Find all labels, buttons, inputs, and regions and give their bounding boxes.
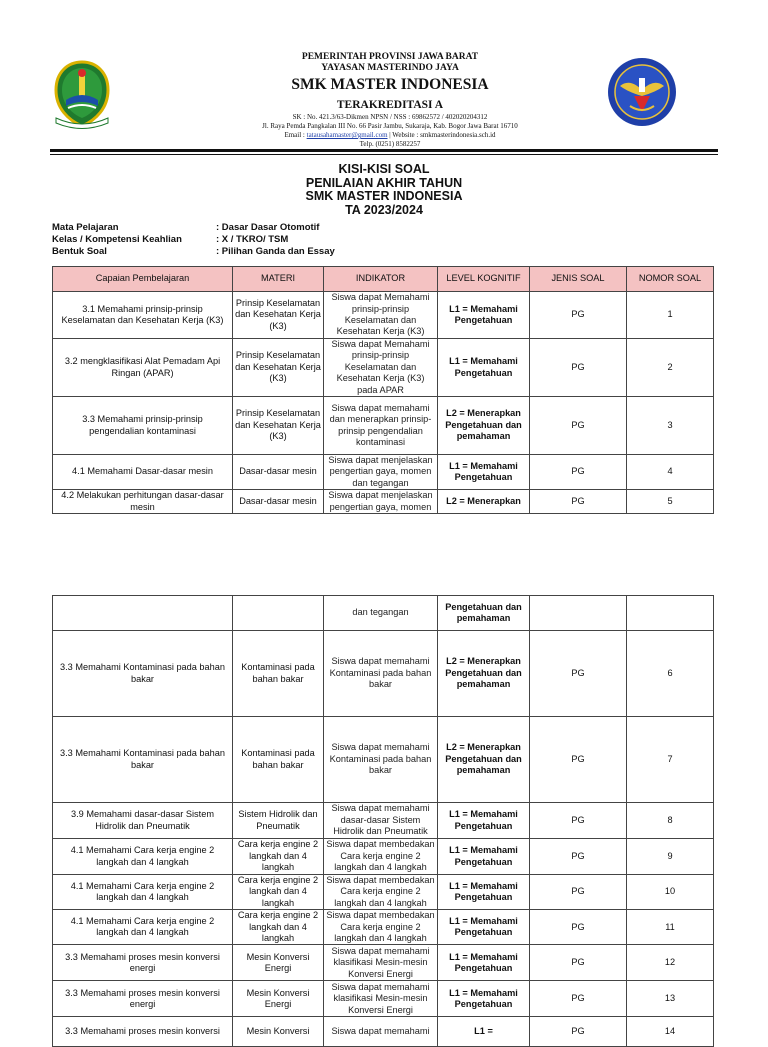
cell-level: L1 = Memahami Pengetahuan: [438, 292, 530, 339]
title-line-3: SMK MASTER INDONESIA: [305, 189, 463, 203]
header-level: LEVEL KOGNITIF: [438, 267, 530, 292]
cell-jenis: PG: [530, 1017, 627, 1047]
cell-level: L1 = Memahami Pengetahuan: [438, 910, 530, 945]
phone-line: Telp. (0251) 8582257: [359, 140, 421, 148]
cell-nomor: 1: [627, 292, 714, 339]
cell-indikator: dan tegangan: [324, 596, 438, 631]
table-row: [53, 803, 714, 839]
cell-materi: Cara kerja engine 2 langkah dan 4 langkah: [233, 839, 324, 875]
cell-indikator: Siswa dapat memahami Kontaminasi pada bahan bakar: [324, 631, 438, 717]
cell-indikator: Siswa dapat Memahami prinsip-prinsip Keselamatan dan Kesehatan Kerja (K3): [324, 292, 438, 339]
cell-jenis: PG: [530, 292, 627, 339]
cell-jenis: PG: [530, 839, 627, 875]
table-row: [53, 339, 714, 397]
kisi-kisi-table: [52, 266, 714, 514]
cell-materi: Kontaminasi pada bahan bakar: [233, 631, 324, 717]
cell-indikator: Siswa dapat memahami klasifikasi Mesin-mesin Konversi Energi: [324, 945, 438, 981]
cell-capaian: 3.9 Memahami dasar-dasar Sistem Hidrolik dan Pneumatik: [53, 803, 233, 839]
cell-nomor: 11: [627, 910, 714, 945]
email-link[interactable]: tatausahamaster@gmail.com: [306, 131, 388, 139]
cell-nomor: 14: [627, 1017, 714, 1047]
cell-capaian: 3.3 Memahami proses mesin konversi energi: [53, 945, 233, 981]
cell-jenis: PG: [530, 490, 627, 514]
title-line-1: KISI-KISI SOAL: [338, 162, 430, 176]
title-line-2: PENILAIAN AKHIR TAHUN: [305, 175, 463, 190]
cell-indikator: Siswa dapat Memahami prinsip-prinsip Keselamatan dan Kesehatan Kerja (K3) pada APAR: [324, 339, 438, 397]
table-row: [53, 455, 714, 490]
cell-nomor: 4: [627, 455, 714, 490]
exam-meta: [52, 222, 335, 258]
cell-jenis: PG: [530, 455, 627, 490]
cell-nomor: 2: [627, 339, 714, 397]
cell-jenis: PG: [530, 717, 627, 803]
cell-nomor: 13: [627, 981, 714, 1017]
header-rule-thick: [50, 149, 718, 152]
header-materi: MATERI: [233, 267, 324, 292]
cell-level: L1 = Memahami Pengetahuan: [438, 981, 530, 1017]
west-java-emblem-logo: [50, 60, 114, 130]
header-nomor-soal: NOMOR SOAL: [627, 267, 714, 292]
cell-level: L1 = Memahami Pengetahuan: [438, 339, 530, 397]
contact-line: [150, 131, 630, 140]
table-row: [53, 490, 714, 514]
cell-capaian: 3.3 Memahami Kontaminasi pada bahan bakar: [53, 717, 233, 803]
meta-value: : X / TKRO/ TSM: [216, 234, 289, 245]
cell-materi: Prinsip Keselamatan dan Kesehatan Kerja (K3): [233, 339, 324, 397]
cell-nomor: 6: [627, 631, 714, 717]
cell-capaian: 3.3 Memahami Kontaminasi pada bahan bakar: [53, 631, 233, 717]
header-capaian: Capaian Pembelajaran: [53, 267, 233, 292]
table-row: [53, 910, 714, 945]
cell-materi: Cara kerja engine 2 langkah dan 4 langkah: [233, 875, 324, 910]
cell-level: L2 = Menerapkan Pengetahuan dan pemahaman: [438, 397, 530, 455]
school-name: SMK MASTER INDONESIA: [291, 76, 489, 93]
cell-materi: Sistem Hidrolik dan Pneumatik: [233, 803, 324, 839]
header-indikator: INDIKATOR: [324, 267, 438, 292]
website-text: | Website : smkmasterindonesia.sch.id: [387, 131, 496, 139]
cell-jenis: PG: [530, 910, 627, 945]
cell-jenis: PG: [530, 803, 627, 839]
table-row: [53, 397, 714, 455]
cell-level: L1 = Memahami Pengetahuan: [438, 455, 530, 490]
cell-jenis: PG: [530, 875, 627, 910]
table-header-row: [53, 267, 714, 292]
cell-capaian: 3.2 mengklasifikasi Alat Pemadam Api Ringan (APAR): [53, 339, 233, 397]
accreditation: TERAKREDITASI A: [336, 99, 444, 111]
cell-level: L1 = Memahami Pengetahuan: [438, 803, 530, 839]
cell-indikator: Siswa dapat menjelaskan pengertian gaya, momen: [324, 490, 438, 514]
meta-row: [52, 222, 335, 234]
cell-level: L1 = Memahami Pengetahuan: [438, 875, 530, 910]
cell-materi: Mesin Konversi Energi: [233, 981, 324, 1017]
cell-capaian: 3.3 Memahami prinsip-prinsip pengendalian kontaminasi: [53, 397, 233, 455]
cell-nomor: 8: [627, 803, 714, 839]
letterhead-text: [150, 52, 630, 149]
cell-nomor: 7: [627, 717, 714, 803]
cell-materi: Dasar-dasar mesin: [233, 455, 324, 490]
cell-nomor: 10: [627, 875, 714, 910]
cell-indikator: Siswa dapat memahami Kontaminasi pada bahan bakar: [324, 717, 438, 803]
cell-materi: Prinsip Keselamatan dan Kesehatan Kerja (K3): [233, 397, 324, 455]
cell-nomor: 12: [627, 945, 714, 981]
table-row: [53, 981, 714, 1017]
meta-value: : Dasar Dasar Otomotif: [216, 222, 320, 233]
cell-capaian: 4.1 Memahami Cara kerja engine 2 langkah dan 4 langkah: [53, 910, 233, 945]
kisi-kisi-table-continued: [52, 595, 714, 1047]
table-row: [53, 1017, 714, 1047]
sk-line: SK : No. 421.3/63-Dikmen NPSN / NSS : 69862572 / 402020204312: [292, 113, 488, 121]
cell-indikator: Siswa dapat membedakan Cara kerja engine 2 langkah dan 4 langkah: [324, 875, 438, 910]
cell-nomor: [627, 596, 714, 631]
table-row: [53, 717, 714, 803]
cell-capaian: 3.3 Memahami proses mesin konversi energi: [53, 981, 233, 1017]
cell-jenis: PG: [530, 945, 627, 981]
document-title: [0, 163, 768, 217]
cell-capaian: 3.1 Memahami prinsip-prinsip Keselamatan dan Kesehatan Kerja (K3): [53, 292, 233, 339]
cell-capaian: [53, 596, 233, 631]
cell-level: L1 = Memahami Pengetahuan: [438, 945, 530, 981]
cell-jenis: PG: [530, 631, 627, 717]
meta-value: : Pilihan Ganda dan Essay: [216, 246, 335, 257]
email-label: Email :: [284, 131, 307, 139]
cell-nomor: 9: [627, 839, 714, 875]
cell-materi: Cara kerja engine 2 langkah dan 4 langkah: [233, 910, 324, 945]
cell-capaian: 4.1 Memahami Cara kerja engine 2 langkah dan 4 langkah: [53, 839, 233, 875]
title-line-4: TA 2023/2024: [345, 202, 423, 217]
cell-level: L1 = Memahami Pengetahuan: [438, 839, 530, 875]
cell-jenis: PG: [530, 981, 627, 1017]
cell-materi: Dasar-dasar mesin: [233, 490, 324, 514]
cell-indikator: Siswa dapat memahami klasifikasi Mesin-mesin Konversi Energi: [324, 981, 438, 1017]
cell-indikator: Siswa dapat menjelaskan pengertian gaya, momen dan tegangan: [324, 455, 438, 490]
table-row: [53, 292, 714, 339]
cell-capaian: 4.1 Memahami Dasar-dasar mesin: [53, 455, 233, 490]
cell-nomor: 3: [627, 397, 714, 455]
cell-materi: Kontaminasi pada bahan bakar: [233, 717, 324, 803]
cell-level: L1 =: [438, 1017, 530, 1047]
meta-row: [52, 246, 335, 258]
cell-indikator: Siswa dapat membedakan Cara kerja engine 2 langkah dan 4 langkah: [324, 910, 438, 945]
address-line: Jl. Raya Pemda Pangkalan III No. 66 Pasir Jambu, Sukaraja, Kab. Bogor Jawa Barat 16710: [262, 122, 518, 130]
cell-jenis: PG: [530, 397, 627, 455]
cell-level: Pengetahuan dan pemahaman: [438, 596, 530, 631]
table-row: [53, 839, 714, 875]
table-row: [53, 631, 714, 717]
government-name: PEMERINTAH PROVINSI JAWA BARAT: [301, 52, 479, 62]
cell-level: L2 = Menerapkan Pengetahuan dan pemahaman: [438, 631, 530, 717]
table-row: [53, 875, 714, 910]
cell-indikator: Siswa dapat membedakan Cara kerja engine 2 langkah dan 4 langkah: [324, 839, 438, 875]
cell-jenis: [530, 596, 627, 631]
foundation-name: YAYASAN MASTERINDO JAYA: [321, 63, 459, 73]
cell-indikator: Siswa dapat memahami dan menerapkan prinsip-prinsip pengendalian kontaminasi: [324, 397, 438, 455]
cell-capaian: 4.2 Melakukan perhitungan dasar-dasar mesin: [53, 490, 233, 514]
cell-indikator: Siswa dapat memahami: [324, 1017, 438, 1047]
cell-indikator: Siswa dapat memahami dasar-dasar Sistem Hidrolik dan Pneumatik: [324, 803, 438, 839]
cell-materi: [233, 596, 324, 631]
meta-label: Mata Pelajaran: [52, 222, 119, 233]
meta-row: [52, 234, 335, 246]
school-logo: [606, 56, 678, 128]
table-row: [53, 945, 714, 981]
cell-capaian: 4.1 Memahami Cara kerja engine 2 langkah dan 4 langkah: [53, 875, 233, 910]
letterhead: [40, 48, 728, 152]
meta-label: Bentuk Soal: [52, 246, 107, 257]
cell-jenis: PG: [530, 339, 627, 397]
cell-nomor: 5: [627, 490, 714, 514]
cell-level: L2 = Menerapkan: [438, 490, 530, 514]
cell-materi: Mesin Konversi Energi: [233, 945, 324, 981]
cell-materi: Prinsip Keselamatan dan Kesehatan Kerja (K3): [233, 292, 324, 339]
meta-label: Kelas / Kompetensi Keahlian: [52, 234, 182, 245]
header-jenis-soal: JENIS SOAL: [530, 267, 627, 292]
cell-capaian: 3.3 Memahami proses mesin konversi: [53, 1017, 233, 1047]
table-row-continuation: [53, 596, 714, 631]
cell-materi: Mesin Konversi: [233, 1017, 324, 1047]
cell-level: L2 = Menerapkan Pengetahuan dan pemahaman: [438, 717, 530, 803]
header-rule-thin: [50, 154, 718, 155]
